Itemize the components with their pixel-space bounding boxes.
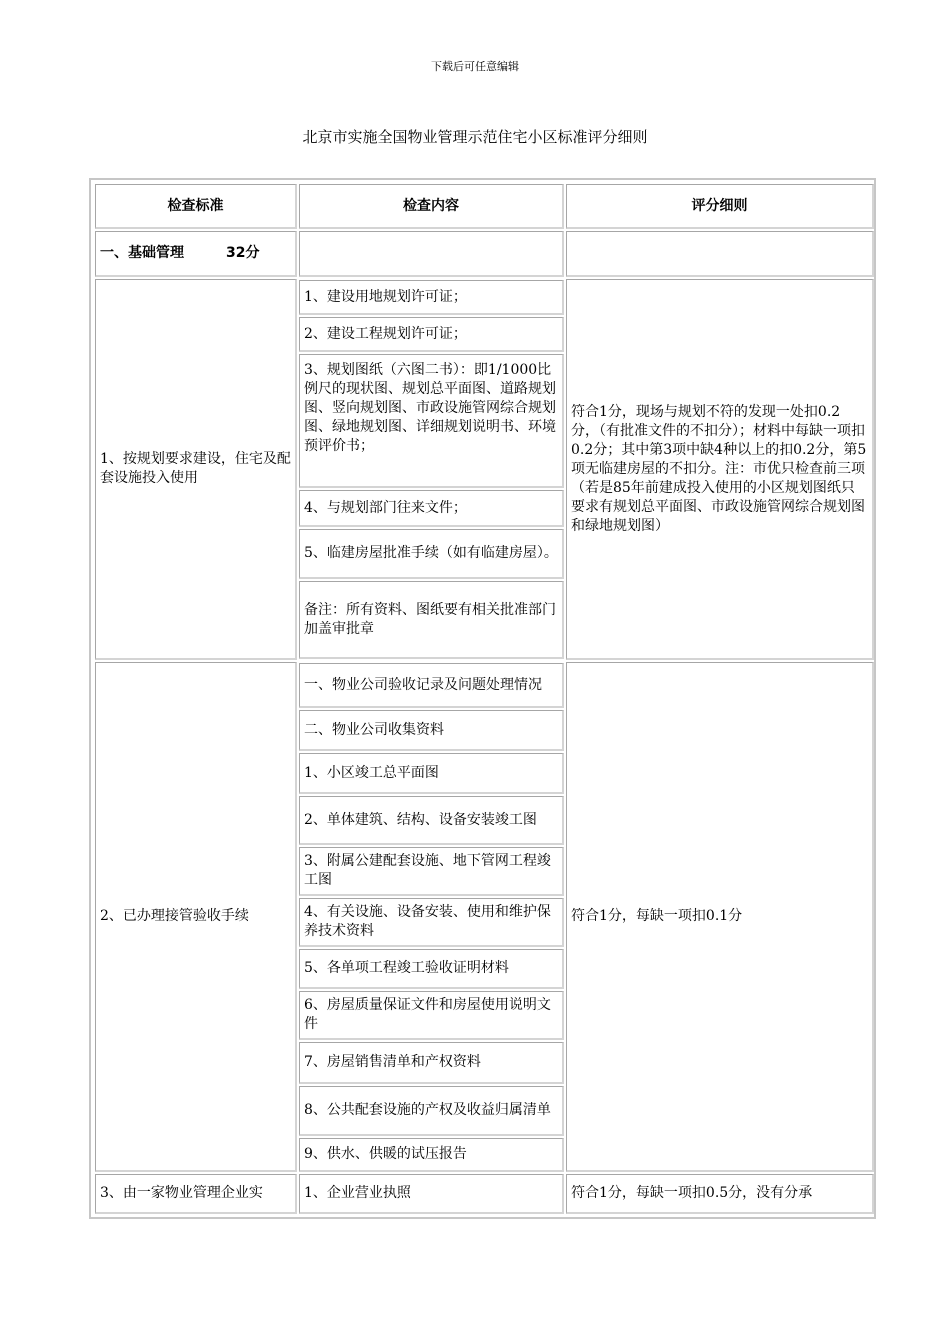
- row2-item: 7、房屋销售清单和产权资料: [299, 1042, 564, 1084]
- header-content: 检查内容: [299, 184, 564, 229]
- section-score: 32分: [226, 245, 260, 261]
- row1-item: 3、规划图纸（六图二书）：即1/1000比例尺的现状图、规划总平面图、道路规划图、竖向规划图、市政设施管网综合规划图、绿地规划图、详细规划说明书、环境预评价书；: [299, 354, 564, 488]
- section-basic-management: [95, 231, 297, 277]
- row2-item: 一、物业公司验收记录及问题处理情况: [299, 663, 564, 708]
- row2-standard: 2、已办理接管验收手续: [95, 662, 297, 1172]
- row3-scoring: 符合1分，每缺一项扣0.5分，没有分承: [566, 1174, 874, 1214]
- section-content-empty: [299, 231, 564, 277]
- row2-item: 4、有关设施、设备安装、使用和维护保养技术资料: [299, 898, 564, 947]
- row3-item: 1、企业营业执照: [299, 1174, 564, 1214]
- row1-standard: 1、按规划要求建设，住宅及配套设施投入使用: [95, 279, 297, 660]
- row2-item: 8、公共配套设施的产权及收益归属清单: [299, 1086, 564, 1136]
- section-scoring-empty: [566, 231, 874, 277]
- header-standard: 检查标准: [95, 184, 297, 229]
- row2-item: 9、供水、供暖的试压报告: [299, 1138, 564, 1172]
- row2-item: 6、房屋质量保证文件和房屋使用说明文件: [299, 991, 564, 1040]
- row2-item: 1、小区竣工总平面图: [299, 753, 564, 794]
- document-title: 北京市实施全国物业管理示范住宅小区标准评分细则: [302, 128, 648, 146]
- scoring-table: [89, 178, 876, 1219]
- header-note: 下载后可任意编辑: [431, 60, 519, 73]
- header-scoring: 评分细则: [566, 184, 874, 229]
- section-label: 一、基础管理: [100, 245, 184, 261]
- row1-item: 5、临建房屋批准手续（如有临建房屋）。: [299, 529, 564, 579]
- row2-item: 二、物业公司收集资料: [299, 710, 564, 751]
- row1-item: 2、建设工程规划许可证；: [299, 317, 564, 352]
- row2-scoring: 符合1分，每缺一项扣0.1分: [566, 662, 874, 1172]
- row2-item: 2、单体建筑、结构、设备安装竣工图: [299, 796, 564, 845]
- row2-item: 3、附属公建配套设施、地下管网工程竣工图: [299, 847, 564, 896]
- row1-scoring: 符合1分，现场与规划不符的发现一处扣0.2分，（有批准文件的不扣分）；材料中每缺一项扣0.2分；其中第3项中缺4种以上的扣0.2分，第5项无临建房屋的不扣分。注：市优只检查前三项（若是85年前建成投入使用的小区规划图纸只要求有规划总平面图、市政设施管网综合规划图和绿地规划图）: [566, 279, 874, 660]
- row3-standard: 3、由一家物业管理企业实: [95, 1174, 297, 1214]
- row1-item: 4、与规划部门往来文件；: [299, 490, 564, 527]
- row1-item: 1、建设用地规划许可证；: [299, 280, 564, 315]
- row1-remark: 备注：所有资料、图纸要有相关批准部门加盖审批章: [299, 581, 564, 659]
- row2-item: 5、各单项工程竣工验收证明材料: [299, 949, 564, 989]
